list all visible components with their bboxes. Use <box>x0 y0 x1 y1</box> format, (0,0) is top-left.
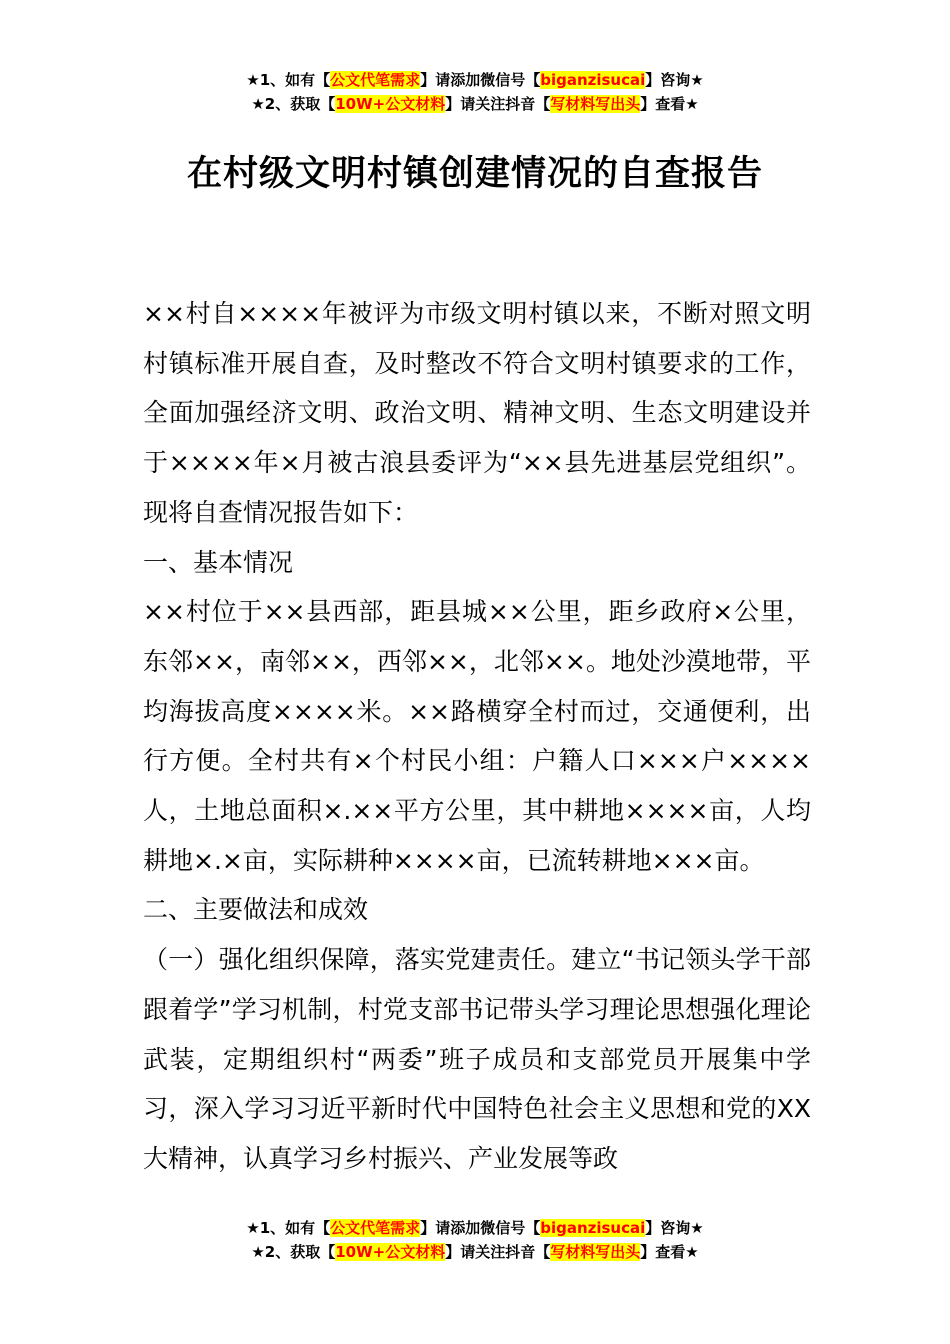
intro-paragraph: ××村自××××年被评为市级文明村镇以来，不断对照文明村镇标准开展自查，及时整改不符合文明村镇要求的工作，全面加强经济文明、政治文明、精神文明、生态文明建设并于××××年×月被古浪县委评为“××县先进基层党组织”。现将自查情况报告如下： <box>143 299 811 527</box>
douyin-id-highlight: 写材料写出头 <box>550 95 641 113</box>
promo-highlight: 公文代笔需求 <box>330 71 421 89</box>
body-paragraph: ××村位于××县西部，距县城××公里，距乡政府×公里，东邻××，南邻××，西邻××，北邻××。地处沙漠地带，平均海拔高度××××米。××路横穿全村而过，交通便利，出行方便。全村共有×个村民小组：户籍人口×××户××××人，土地总面积×.××平方公里，其中耕地××××亩，人均耕地×.×亩，实际耕种××××亩，已流转耕地×××亩。 <box>143 597 811 875</box>
promo-line-1: ★1、如有【公文代笔需求】请添加微信号【biganzisucai】咨询★ <box>246 1219 704 1237</box>
promo-highlight: 10W+公文材料 <box>335 95 446 113</box>
promo-highlight: 公文代笔需求 <box>330 1219 421 1237</box>
wechat-id-highlight: biganzisucai <box>540 71 646 89</box>
body-paragraph: （一）强化组织保障，落实党建责任。建立“书记领头学干部跟着学”学习机制，村党支部书记带头学习理论思想强化理论武装，定期组织村“两委”班子成员和支部党员开展集中学习，深入学习习近平新时代中国特色社会主义思想和党的XX大精神，认真学习乡村振兴、产业发展等政 <box>143 945 811 1173</box>
section-heading: 二、主要做法和成效 <box>143 895 369 925</box>
promo-line-1: ★1、如有【公文代笔需求】请添加微信号【biganzisucai】咨询★ <box>246 71 704 89</box>
wechat-id-highlight: biganzisucai <box>540 1219 646 1237</box>
document-body <box>143 289 811 1184</box>
promo-line-2: ★2、获取【10W+公文材料】请关注抖音【写材料写出头】查看★ <box>251 1243 699 1261</box>
promo-highlight: 10W+公文材料 <box>335 1243 446 1261</box>
document-title: 在村级文明村镇创建情况的自查报告 <box>186 154 763 194</box>
douyin-id-highlight: 写材料写出头 <box>550 1243 641 1261</box>
promo-line-2: ★2、获取【10W+公文材料】请关注抖音【写材料写出头】查看★ <box>251 95 699 113</box>
promo-banner-top <box>0 68 950 116</box>
promo-banner-bottom <box>0 1216 950 1264</box>
section-heading: 一、基本情况 <box>143 547 294 577</box>
